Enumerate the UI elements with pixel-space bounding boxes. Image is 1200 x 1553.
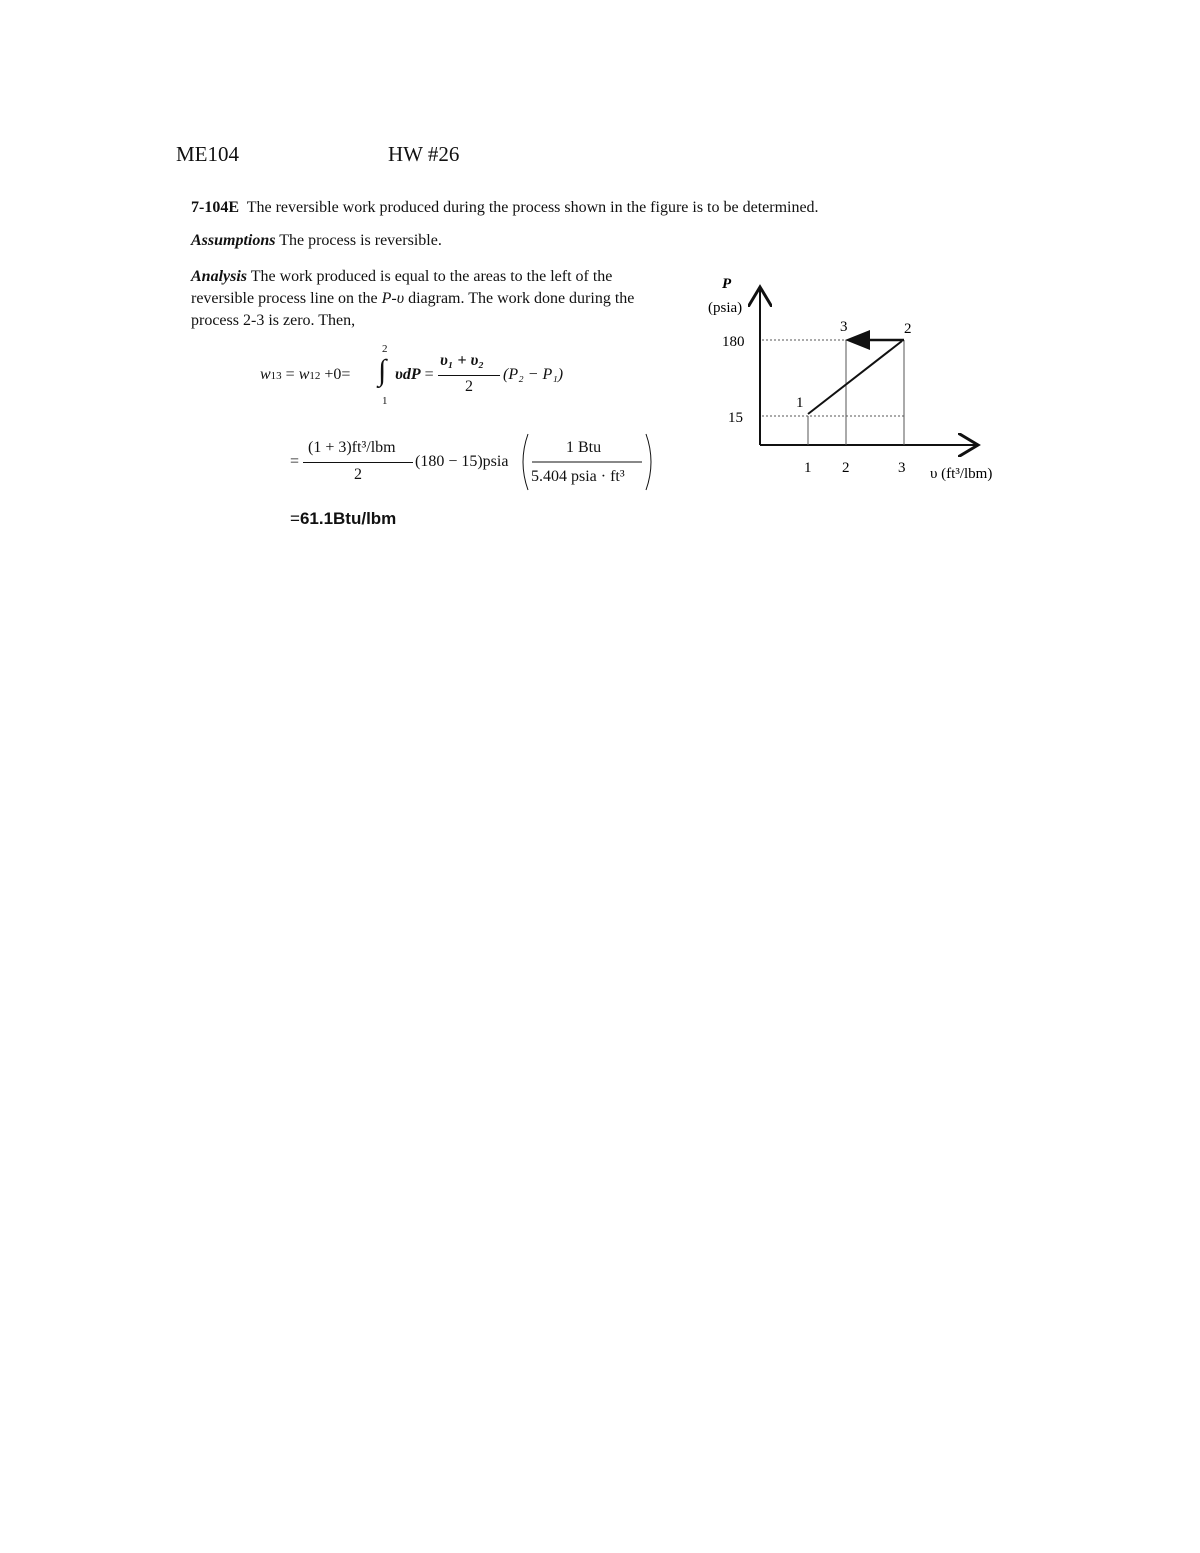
course-label: ME104 [176, 142, 239, 166]
point-label-3: 3 [840, 319, 848, 335]
result [290, 509, 396, 529]
analysis-text-1: The work produced is equal to the areas to the left of the reversible process line on the [191, 268, 613, 307]
eq1-fraction-line [438, 375, 500, 376]
y-tick-15: 15 [728, 410, 743, 426]
eq2-fraction-line [303, 462, 413, 463]
result-equals: = [290, 509, 300, 528]
eq1-equals: = [285, 366, 295, 383]
y-axis-label: P [722, 276, 732, 292]
eq2-numerator: (1 + 3)ft³/lbm [308, 439, 396, 456]
process-1-2 [808, 341, 902, 414]
y-tick-180: 180 [722, 334, 745, 350]
eq1-lhs-sub: 13 [270, 370, 282, 382]
analysis-paragraph [191, 266, 661, 332]
eq2-mid: (180 − 15)psia [415, 453, 509, 470]
eq1-denominator: 2 [465, 378, 473, 395]
eq1-upper-limit: 2 [382, 343, 388, 355]
x-tick-3: 3 [898, 460, 906, 476]
eq2-equals: = [290, 453, 300, 470]
analysis-label: Analysis [191, 268, 248, 285]
eq1-integrand: υdP [395, 366, 421, 383]
eq2-conv-numerator: 1 Btu [566, 439, 602, 456]
assumptions-text: The process is reversible. [279, 232, 442, 249]
problem-text: The reversible work produced during the process shown in the figure is to be determined. [246, 199, 819, 216]
result-value: 61.1Btu/lbm [299, 509, 397, 528]
analysis-text-2: diagram. The work done during the process 2-3 is zero. Then, [191, 290, 635, 329]
assumptions-paragraph [191, 232, 442, 250]
eq1-numerator: υ₁ + υ₂ [440, 352, 484, 369]
eq2-conv-denominator: 5.404 psia · ft³ [531, 468, 625, 485]
assumptions-label: Assumptions [191, 232, 276, 249]
point-label-1: 1 [796, 395, 804, 411]
eq1-integrand-group [395, 366, 434, 384]
eq1-equals-2: = [424, 366, 434, 383]
x-tick-2: 2 [842, 460, 850, 476]
problem-statement [191, 199, 819, 217]
pv-diagram [700, 265, 1020, 495]
equation-1 [260, 366, 350, 384]
eq1-lhs: w [260, 366, 271, 383]
x-tick-1: 1 [804, 460, 812, 476]
eq1-plus-zero: +0= [324, 366, 351, 383]
point-label-2: 2 [904, 321, 912, 337]
eq1-w12: w [298, 366, 310, 383]
x-axis-label: υ (ft³/lbm) [930, 466, 993, 482]
eq1-tail: (P₂ − P₁) [503, 366, 564, 383]
y-axis-unit: (psia) [708, 300, 743, 316]
integral-sign: ∫ [378, 354, 387, 387]
eq2-denominator: 2 [354, 466, 362, 483]
homework-label: HW #26 [388, 142, 460, 166]
problem-number: 7-104E [191, 199, 239, 216]
eq1-lower-limit: 1 [382, 395, 388, 407]
eq1-w12-sub: 12 [309, 370, 321, 382]
pv-label: P-υ [381, 290, 405, 307]
